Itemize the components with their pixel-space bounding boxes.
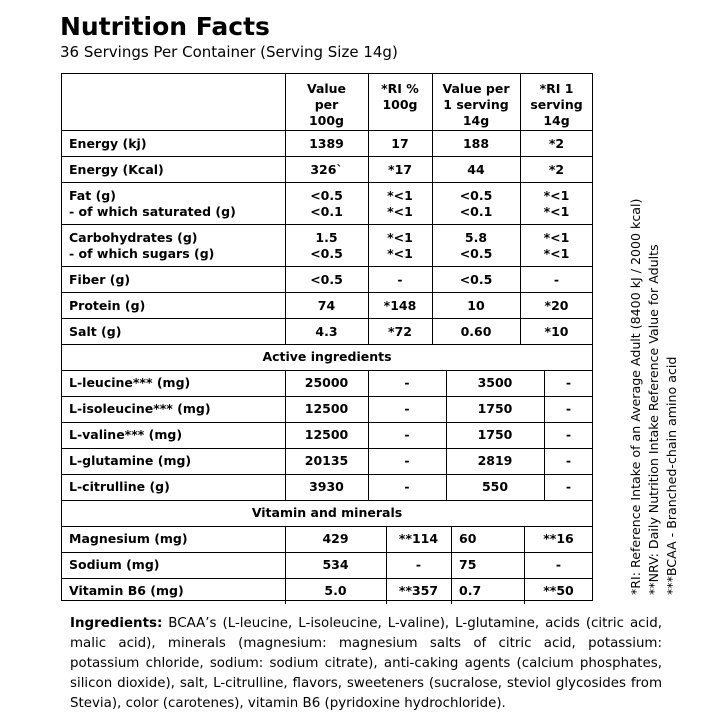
footnote-ri: *RI: Reference Intake of an Average Adult (8400 kJ / 2000 kcal) bbox=[628, 198, 643, 595]
ingredient-label: L-glutamine (mg) bbox=[69, 453, 192, 468]
footnotes bbox=[627, 175, 687, 595]
nutrient-value: *<1 bbox=[387, 188, 413, 203]
nutrient-value: - bbox=[397, 272, 403, 287]
nutrient-value: <0.1 bbox=[310, 204, 343, 219]
mineral-value: 534 bbox=[322, 557, 349, 572]
ingredient-value: 2819 bbox=[477, 453, 513, 468]
mineral-value: - bbox=[555, 557, 562, 572]
mineral-value: **16 bbox=[543, 531, 574, 546]
column-rule bbox=[524, 526, 525, 604]
ingredient-value: - bbox=[565, 401, 572, 416]
mineral-value: 429 bbox=[322, 531, 349, 546]
nutrient-value: 188 bbox=[462, 136, 490, 151]
row-rule bbox=[61, 344, 593, 345]
ingredient-value: - bbox=[565, 479, 572, 494]
mineral-label: Sodium (mg) bbox=[69, 557, 160, 572]
nutrient-value: 0.60 bbox=[460, 324, 492, 339]
serving-info: 36 Servings Per Container (Serving Size 14g) bbox=[60, 43, 398, 61]
nutrient-value: *<1 bbox=[387, 246, 413, 261]
nutrient-label: Salt (g) bbox=[69, 324, 122, 339]
row-rule bbox=[61, 224, 593, 225]
ingredient-label: L-leucine*** (mg) bbox=[69, 375, 191, 390]
ingredient-value: 12500 bbox=[304, 401, 349, 416]
nutrient-value: 74 bbox=[317, 298, 336, 313]
nutrient-value: 1389 bbox=[309, 136, 344, 151]
nutrient-value: 10 bbox=[467, 298, 485, 313]
column-header: 100g bbox=[382, 97, 418, 112]
ingredient-value: - bbox=[404, 479, 410, 494]
column-header: 1 serving bbox=[443, 97, 509, 112]
ingredient-label: L-isoleucine*** (mg) bbox=[69, 401, 211, 416]
nutrient-value: *20 bbox=[544, 298, 569, 313]
header-rule bbox=[61, 130, 593, 131]
nutrient-value: *<1 bbox=[387, 230, 413, 245]
row-rule bbox=[61, 182, 593, 183]
nutrient-value: *<1 bbox=[387, 204, 413, 219]
column-rule bbox=[285, 526, 286, 604]
mineral-value: **357 bbox=[398, 583, 439, 598]
ingredient-value: - bbox=[404, 427, 410, 442]
ingredient-value: 1750 bbox=[477, 401, 513, 416]
nutrient-label: Protein (g) bbox=[69, 298, 146, 313]
column-rule bbox=[446, 370, 447, 500]
nutrient-value: 1.5 bbox=[315, 230, 338, 245]
ingredients-paragraph bbox=[70, 614, 662, 714]
ingredient-value: - bbox=[404, 401, 410, 416]
nutrient-value: *10 bbox=[544, 324, 569, 339]
nutrient-label: Carbohydrates (g) bbox=[69, 230, 198, 245]
ingredient-value: 3930 bbox=[309, 479, 344, 494]
column-header: serving bbox=[530, 97, 583, 112]
column-header: Value bbox=[306, 81, 347, 96]
column-rule bbox=[544, 370, 545, 500]
mineral-value: **114 bbox=[398, 531, 439, 546]
ingredient-value: - bbox=[404, 453, 410, 468]
table-border-left bbox=[61, 73, 62, 601]
nutrient-value: 5.8 bbox=[464, 230, 488, 245]
nutrient-value: 4.3 bbox=[315, 324, 338, 339]
mineral-value: 0.7 bbox=[459, 583, 482, 598]
ingredient-value: 20135 bbox=[304, 453, 349, 468]
nutrient-value: *148 bbox=[383, 298, 417, 313]
row-rule bbox=[61, 422, 593, 423]
nutrient-value: <0.5 bbox=[459, 272, 493, 287]
column-header: 14g bbox=[543, 113, 570, 128]
nutrient-label: Energy (kj) bbox=[69, 136, 147, 151]
nutrient-label: Fat (g) bbox=[69, 188, 116, 203]
nutrient-value: 17 bbox=[391, 136, 409, 151]
footnote-bcaa: ***BCAA - Branched-chain amino acid bbox=[664, 356, 679, 595]
ingredient-value: - bbox=[565, 427, 572, 442]
section-heading-active: Active ingredients bbox=[262, 349, 392, 364]
row-rule bbox=[61, 266, 593, 267]
column-header: Value per bbox=[442, 81, 510, 96]
ingredient-value: - bbox=[565, 453, 572, 468]
row-rule bbox=[61, 552, 593, 553]
nutrient-value: 326` bbox=[310, 162, 343, 177]
column-rule bbox=[285, 370, 286, 500]
nutrient-label: Fiber (g) bbox=[69, 272, 131, 287]
section-heading-vitamins: Vitamin and minerals bbox=[251, 505, 403, 520]
row-rule bbox=[61, 578, 593, 579]
nutrient-value: *17 bbox=[388, 162, 412, 177]
ingredient-value: 12500 bbox=[304, 427, 349, 442]
nutrient-value: *72 bbox=[388, 324, 412, 339]
column-header: 100g bbox=[308, 113, 345, 128]
nutrient-value: 44 bbox=[467, 162, 485, 177]
column-rule bbox=[520, 73, 521, 344]
column-rule bbox=[432, 73, 433, 344]
footnote-nrv: **NRV: Daily Nutrition Intake Reference Value for Adults bbox=[646, 244, 661, 595]
column-header: *RI % bbox=[381, 81, 419, 96]
row-rule bbox=[61, 156, 593, 157]
column-header: per bbox=[314, 97, 339, 112]
ingredient-label: L-citrulline (g) bbox=[69, 479, 170, 494]
nutrient-value: <0.5 bbox=[310, 246, 343, 261]
mineral-value: **50 bbox=[543, 583, 574, 598]
nutrient-value: <0.1 bbox=[459, 204, 493, 219]
column-rule bbox=[368, 73, 369, 344]
row-rule bbox=[61, 396, 593, 397]
mineral-value: 75 bbox=[459, 557, 477, 572]
row-rule bbox=[61, 526, 593, 527]
nutrient-label: - of which saturated (g) bbox=[69, 204, 236, 219]
mineral-value: - bbox=[415, 557, 422, 572]
column-rule bbox=[451, 526, 452, 604]
row-rule bbox=[61, 370, 593, 371]
ingredients-label: Ingredients: bbox=[70, 616, 163, 631]
row-rule bbox=[61, 292, 593, 293]
table-border-top bbox=[61, 73, 593, 74]
nutrient-label: - of which sugars (g) bbox=[69, 246, 215, 261]
mineral-value: 60 bbox=[459, 531, 477, 546]
nutrient-value: <0.5 bbox=[459, 246, 493, 261]
nutrient-value: *<1 bbox=[543, 204, 570, 219]
nutrient-value: *2 bbox=[548, 162, 565, 177]
nutrient-value: <0.5 bbox=[310, 272, 343, 287]
column-rule bbox=[386, 526, 387, 604]
row-rule bbox=[61, 474, 593, 475]
page-title: Nutrition Facts bbox=[60, 12, 270, 41]
ingredients-text: BCAA’s (L-leucine, L-isoleucine, L-valine), L-glutamine, acids (citric acid, malic acid), minerals (magnesium: magnesium salts of citric acid, potassium: potassium chloride, sodium: sodium citrate), anti-caking agents (calcium phosphates, silicon dioxide), salt, L-citrulline, flavors, sweeteners (sucralose, steviol glycosides from Stevia), color (carotenes), vitamin B6 (pyridoxine hydrochloride). bbox=[70, 616, 662, 711]
nutrient-value: *<1 bbox=[543, 230, 570, 245]
column-rule bbox=[285, 73, 286, 344]
nutrient-label: Energy (Kcal) bbox=[69, 162, 164, 177]
column-header: 14g bbox=[462, 113, 490, 128]
nutrient-value: - bbox=[553, 272, 560, 287]
row-rule bbox=[61, 448, 593, 449]
ingredient-value: - bbox=[565, 375, 572, 390]
nutrient-value: *<1 bbox=[543, 246, 570, 261]
nutrient-value: *<1 bbox=[543, 188, 570, 203]
ingredient-value: - bbox=[404, 375, 410, 390]
ingredient-value: 3500 bbox=[477, 375, 513, 390]
ingredient-label: L-valine*** (mg) bbox=[69, 427, 183, 442]
ingredient-value: 550 bbox=[481, 479, 509, 494]
ingredient-value: 1750 bbox=[477, 427, 513, 442]
column-rule bbox=[368, 370, 369, 500]
table-border-bottom bbox=[61, 600, 593, 601]
nutrient-value: *2 bbox=[548, 136, 565, 151]
row-rule bbox=[61, 318, 593, 319]
nutrient-value: <0.5 bbox=[310, 188, 343, 203]
ingredient-value: 25000 bbox=[304, 375, 349, 390]
column-header: *RI 1 bbox=[539, 81, 574, 96]
nutrition-table bbox=[61, 73, 593, 601]
row-rule bbox=[61, 500, 593, 501]
mineral-label: Vitamin B6 (mg) bbox=[69, 583, 184, 598]
mineral-label: Magnesium (mg) bbox=[69, 531, 188, 546]
mineral-value: 5.0 bbox=[324, 583, 347, 598]
nutrient-value: <0.5 bbox=[459, 188, 493, 203]
